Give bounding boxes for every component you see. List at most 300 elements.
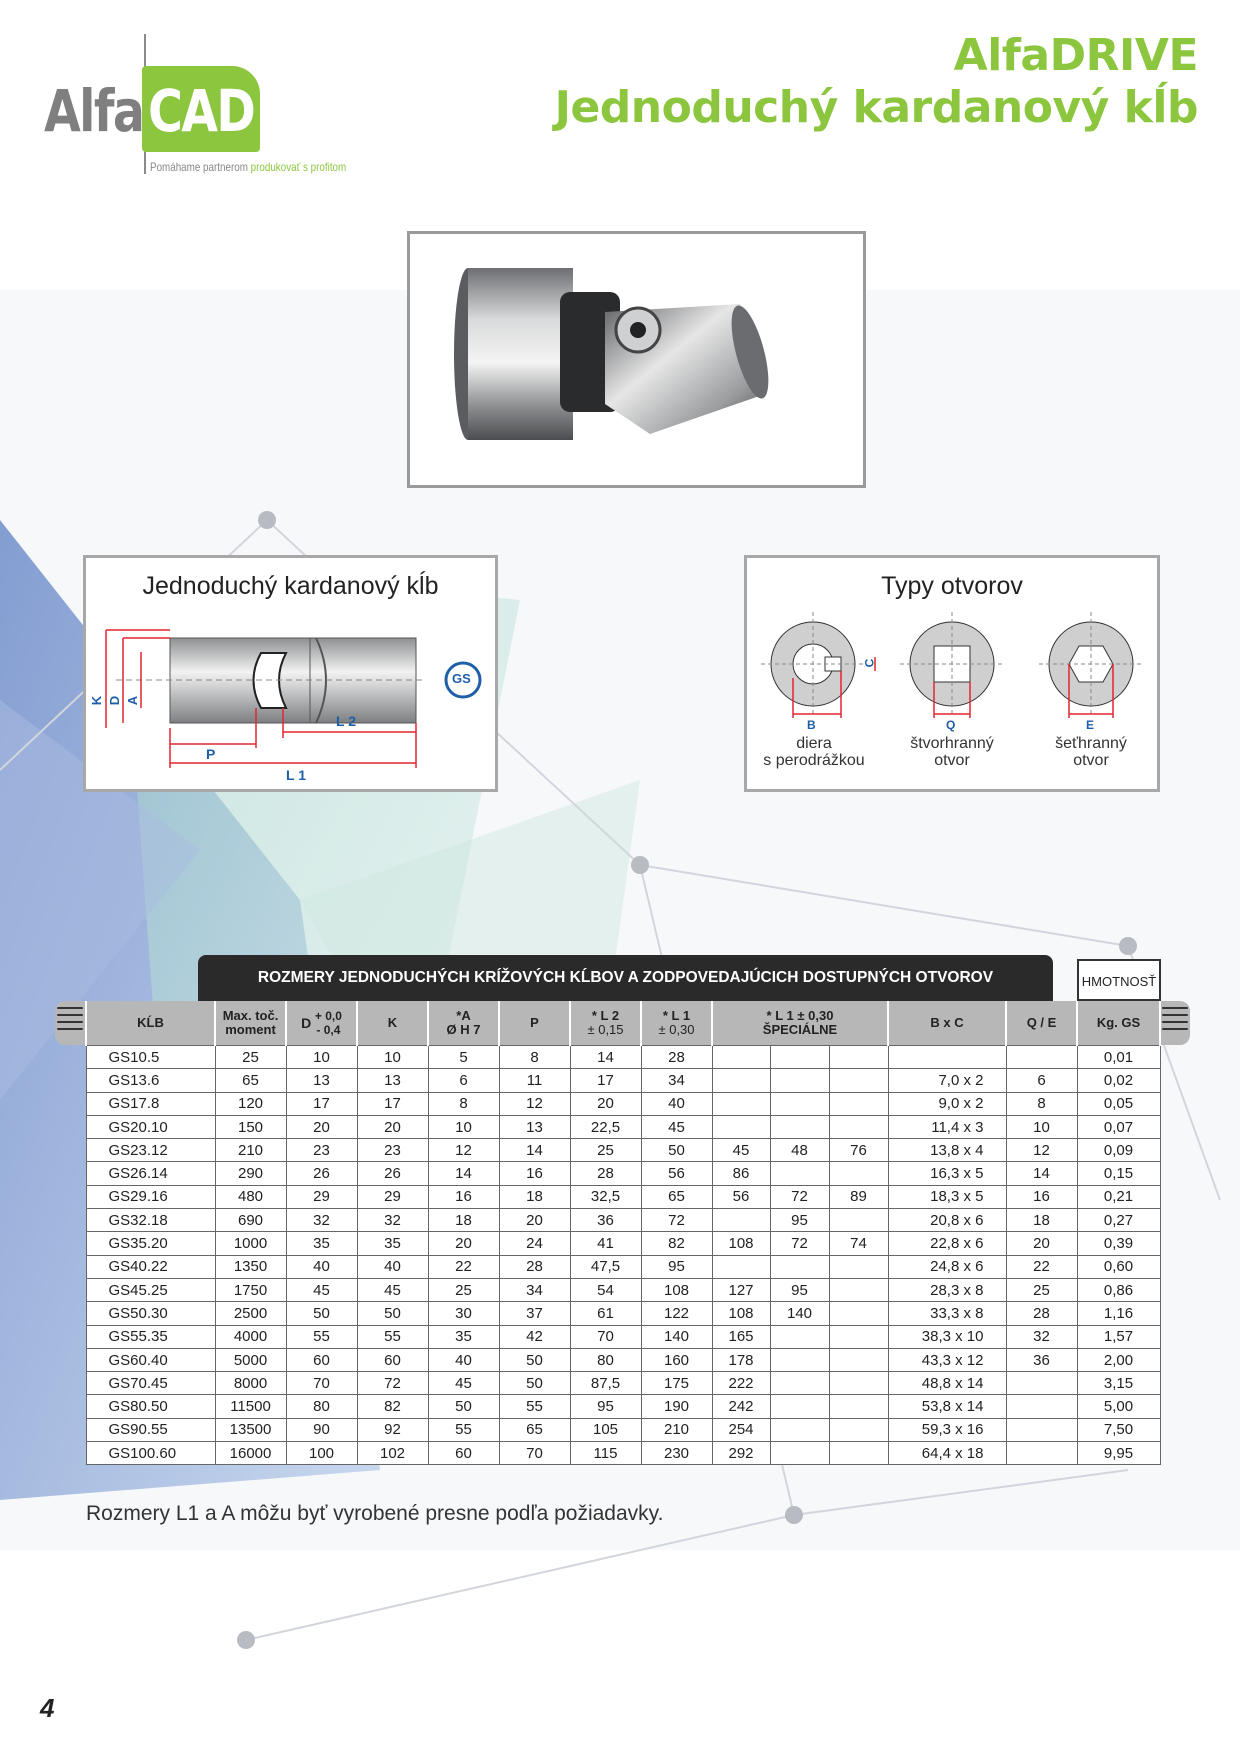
hole-label-square-1: štvorhranný bbox=[910, 735, 994, 752]
hole-letter-c: C bbox=[862, 658, 877, 668]
table-cell: 34 bbox=[499, 1278, 570, 1301]
table-cell bbox=[829, 1348, 888, 1371]
table-cell: GS100.60 bbox=[86, 1442, 215, 1465]
table-cell: GS10.5 bbox=[86, 1046, 215, 1069]
table-cell: 0,07 bbox=[1077, 1115, 1160, 1138]
table-cell bbox=[770, 1418, 829, 1441]
table-cell bbox=[829, 1092, 888, 1115]
col-l1s-1: * L 1 ± 0,30 bbox=[766, 1008, 834, 1023]
table-cell: 10 bbox=[428, 1115, 499, 1138]
spring-left-icon bbox=[57, 1007, 83, 1039]
table-cell: 43,3 x 12 bbox=[888, 1348, 1006, 1371]
table-row bbox=[86, 1139, 1160, 1162]
hole-letter-e: E bbox=[1086, 718, 1095, 732]
table-cell: 8 bbox=[428, 1092, 499, 1115]
table-cell: 12 bbox=[428, 1139, 499, 1162]
joint-diagram-title: Jednoduchý kardanový kĺb bbox=[142, 572, 439, 600]
table-row bbox=[86, 1348, 1160, 1371]
table-cell: 50 bbox=[357, 1302, 428, 1325]
table-cell: 23 bbox=[357, 1139, 428, 1162]
table-cell: 22 bbox=[428, 1255, 499, 1278]
table-cell: 40 bbox=[641, 1092, 712, 1115]
label-l2: L 2 bbox=[336, 713, 356, 729]
hole-label-hex bbox=[1039, 735, 1143, 769]
table-cell bbox=[829, 1418, 888, 1441]
table-cell: 59,3 x 16 bbox=[888, 1418, 1006, 1441]
col-a bbox=[428, 1001, 499, 1046]
table-row bbox=[86, 1255, 1160, 1278]
table-cell: 8000 bbox=[215, 1372, 286, 1395]
table-cell: 17 bbox=[570, 1069, 641, 1092]
table-cell: 108 bbox=[641, 1278, 712, 1301]
table-cell: 690 bbox=[215, 1209, 286, 1232]
table-cell: 7,0 x 2 bbox=[888, 1069, 1006, 1092]
table-cell: 29 bbox=[286, 1185, 357, 1208]
logo-tagline bbox=[150, 160, 346, 174]
table-cell: 42 bbox=[499, 1325, 570, 1348]
table-cell: 10 bbox=[286, 1046, 357, 1069]
table-cell: 32 bbox=[286, 1209, 357, 1232]
table-cell: 13,8 x 4 bbox=[888, 1139, 1006, 1162]
col-l1-2: ± 0,30 bbox=[658, 1022, 695, 1037]
table-cell: 150 bbox=[215, 1115, 286, 1138]
table-cell: 61 bbox=[570, 1302, 641, 1325]
label-k: K bbox=[89, 695, 105, 706]
table-cell: 55 bbox=[357, 1325, 428, 1348]
table-cell bbox=[770, 1395, 829, 1418]
table-cell: 12 bbox=[499, 1092, 570, 1115]
table-cell: 48,8 x 14 bbox=[888, 1372, 1006, 1395]
table-cell: 95 bbox=[641, 1255, 712, 1278]
table-cell: 12 bbox=[1006, 1139, 1077, 1162]
hole-label-keyway-2: s perodrážkou bbox=[763, 752, 865, 769]
page-heading bbox=[555, 30, 1198, 134]
label-a: A bbox=[125, 695, 141, 706]
table-cell: 80 bbox=[286, 1395, 357, 1418]
table-cell: GS32.18 bbox=[86, 1209, 215, 1232]
table-cell: 33,3 x 8 bbox=[888, 1302, 1006, 1325]
hole-label-hex-1: šeťhranný bbox=[1055, 735, 1127, 752]
table-cell: 0,21 bbox=[1077, 1185, 1160, 1208]
table-cell: 64,4 x 18 bbox=[888, 1442, 1006, 1465]
table-cell: 60 bbox=[357, 1348, 428, 1371]
table-cell: 25 bbox=[215, 1046, 286, 1069]
table-cell bbox=[770, 1115, 829, 1138]
table-cell: 1,16 bbox=[1077, 1302, 1160, 1325]
table-cell: 292 bbox=[712, 1442, 770, 1465]
table-row bbox=[86, 1115, 1160, 1138]
table-cell: 60 bbox=[286, 1348, 357, 1371]
table-cell: 72 bbox=[770, 1185, 829, 1208]
table-cell: 56 bbox=[641, 1162, 712, 1185]
table-cell: 50 bbox=[499, 1348, 570, 1371]
table-cell bbox=[770, 1069, 829, 1092]
table-row bbox=[86, 1046, 1160, 1069]
universal-joint-image bbox=[410, 234, 863, 485]
mass-header: HMOTNOSŤ bbox=[1077, 959, 1161, 1001]
table-cell: 0,05 bbox=[1077, 1092, 1160, 1115]
hole-label-square-2: otvor bbox=[934, 752, 970, 769]
table-cell: 35 bbox=[357, 1232, 428, 1255]
table-cell: GS50.30 bbox=[86, 1302, 215, 1325]
table-row bbox=[86, 1092, 1160, 1115]
table-cell bbox=[829, 1395, 888, 1418]
table-cell: 140 bbox=[641, 1325, 712, 1348]
table-cell: 7,50 bbox=[1077, 1418, 1160, 1441]
table-cell: 3,15 bbox=[1077, 1372, 1160, 1395]
table-cell: 14 bbox=[570, 1046, 641, 1069]
table-cell bbox=[712, 1069, 770, 1092]
table-cell: 11 bbox=[499, 1069, 570, 1092]
col-klb: KĹB bbox=[86, 1001, 215, 1046]
table-cell: 65 bbox=[215, 1069, 286, 1092]
table-cell: GS23.12 bbox=[86, 1139, 215, 1162]
table-cell: 45 bbox=[428, 1372, 499, 1395]
table-cell: 175 bbox=[641, 1372, 712, 1395]
table-cell: GS20.10 bbox=[86, 1115, 215, 1138]
table-cell: 20,8 x 6 bbox=[888, 1209, 1006, 1232]
heading-line-1: AlfaDRIVE bbox=[953, 30, 1198, 81]
table-cell: 140 bbox=[770, 1302, 829, 1325]
table-cell: 290 bbox=[215, 1162, 286, 1185]
table-cell: 86 bbox=[712, 1162, 770, 1185]
table-cell: 22,5 bbox=[570, 1115, 641, 1138]
table-cell: 24 bbox=[499, 1232, 570, 1255]
table-cell: 0,27 bbox=[1077, 1209, 1160, 1232]
table-cell: 28 bbox=[641, 1046, 712, 1069]
table-cell: 18,3 x 5 bbox=[888, 1185, 1006, 1208]
table-cell: 5 bbox=[428, 1046, 499, 1069]
table-cell: 72 bbox=[357, 1372, 428, 1395]
table-cell bbox=[1006, 1372, 1077, 1395]
table-cell: 60 bbox=[428, 1442, 499, 1465]
table-cell bbox=[770, 1092, 829, 1115]
table-cell: 45 bbox=[712, 1139, 770, 1162]
table-cell: 13 bbox=[499, 1115, 570, 1138]
table-cell: 0,09 bbox=[1077, 1139, 1160, 1162]
table-cell: GS13.6 bbox=[86, 1069, 215, 1092]
table-cell: 0,15 bbox=[1077, 1162, 1160, 1185]
table-cell: 13 bbox=[286, 1069, 357, 1092]
table-row bbox=[86, 1372, 1160, 1395]
table-cell: 55 bbox=[286, 1325, 357, 1348]
table-cell: 160 bbox=[641, 1348, 712, 1371]
table-cell: 30 bbox=[428, 1302, 499, 1325]
table-cell: 115 bbox=[570, 1442, 641, 1465]
table-cell: 165 bbox=[712, 1325, 770, 1348]
table-cell: 16000 bbox=[215, 1442, 286, 1465]
col-d-plus: + 0,0 bbox=[314, 1009, 342, 1023]
table-cell: 10 bbox=[357, 1046, 428, 1069]
table-cell: 18 bbox=[499, 1185, 570, 1208]
table-cell: 28 bbox=[1006, 1302, 1077, 1325]
table-title: ROZMERY JEDNODUCHÝCH KRÍŽOVÝCH KĹBOV A ZODPOVEDAJÚCICH DOSTUPNÝCH OTVOROV bbox=[198, 955, 1053, 1001]
table-cell bbox=[712, 1115, 770, 1138]
table-cell: 2500 bbox=[215, 1302, 286, 1325]
table-cell bbox=[829, 1162, 888, 1185]
table-cell: 45 bbox=[286, 1278, 357, 1301]
table-cell: 34 bbox=[641, 1069, 712, 1092]
table-cell: 50 bbox=[641, 1139, 712, 1162]
table-cell: 40 bbox=[357, 1255, 428, 1278]
table-cell bbox=[829, 1278, 888, 1301]
table-cell: 32 bbox=[357, 1209, 428, 1232]
table-cell: 24,8 x 6 bbox=[888, 1255, 1006, 1278]
page-number: 4 bbox=[40, 1693, 55, 1723]
table-cell: 45 bbox=[641, 1115, 712, 1138]
table-cell: 23 bbox=[286, 1139, 357, 1162]
table-cell bbox=[829, 1046, 888, 1069]
table-cell: 50 bbox=[499, 1372, 570, 1395]
table-cell: 89 bbox=[829, 1185, 888, 1208]
table-cell: 55 bbox=[428, 1418, 499, 1441]
table-cell: 120 bbox=[215, 1092, 286, 1115]
table-cell: 254 bbox=[712, 1418, 770, 1441]
table-cell: GS90.55 bbox=[86, 1418, 215, 1441]
col-l1 bbox=[641, 1001, 712, 1046]
table-cell bbox=[712, 1209, 770, 1232]
table-cell: GS35.20 bbox=[86, 1232, 215, 1255]
table-cell: 210 bbox=[215, 1139, 286, 1162]
table-cell: 25 bbox=[570, 1139, 641, 1162]
table-cell: 45 bbox=[357, 1278, 428, 1301]
bore-types-diagram bbox=[744, 555, 1160, 792]
hole-label-square bbox=[897, 735, 1007, 769]
table-cell: 74 bbox=[829, 1232, 888, 1255]
table-cell: 41 bbox=[570, 1232, 641, 1255]
table-cell: 14 bbox=[1006, 1162, 1077, 1185]
table-row bbox=[86, 1325, 1160, 1348]
table-cell: 95 bbox=[770, 1209, 829, 1232]
table-cell: 26 bbox=[357, 1162, 428, 1185]
table-cell: 37 bbox=[499, 1302, 570, 1325]
logo-cad-text: CAD bbox=[148, 77, 255, 145]
hole-label-keyway-1: diera bbox=[796, 735, 832, 752]
table-cell: 100 bbox=[286, 1442, 357, 1465]
table-cell: 20 bbox=[1006, 1232, 1077, 1255]
table-cell bbox=[1006, 1442, 1077, 1465]
table-cell bbox=[1006, 1395, 1077, 1418]
table-cell: 72 bbox=[770, 1232, 829, 1255]
table-cell: 0,02 bbox=[1077, 1069, 1160, 1092]
col-l2 bbox=[570, 1001, 641, 1046]
table-cell: 480 bbox=[215, 1185, 286, 1208]
table-cell: 48 bbox=[770, 1139, 829, 1162]
col-l1s-2: ŠPECIÁLNE bbox=[762, 1022, 838, 1037]
joint-dimension-diagram bbox=[83, 555, 498, 792]
footnote: Rozmery L1 a A môžu byť vyrobené presne podľa požiadavky. bbox=[86, 1502, 664, 1525]
table-cell: 47,5 bbox=[570, 1255, 641, 1278]
col-d-minus: - 0,4 bbox=[316, 1023, 341, 1037]
table-cell: GS45.25 bbox=[86, 1278, 215, 1301]
table-cell: 53,8 x 14 bbox=[888, 1395, 1006, 1418]
table-cell: 2,00 bbox=[1077, 1348, 1160, 1371]
table-cell: 72 bbox=[641, 1209, 712, 1232]
table-cell: 28 bbox=[499, 1255, 570, 1278]
table-cell bbox=[770, 1372, 829, 1395]
table-cell: 70 bbox=[286, 1372, 357, 1395]
table-cell: 11500 bbox=[215, 1395, 286, 1418]
table-cell: 122 bbox=[641, 1302, 712, 1325]
table-cell: 16,3 x 5 bbox=[888, 1162, 1006, 1185]
label-p: P bbox=[206, 746, 216, 762]
col-a-2: Ø H 7 bbox=[446, 1022, 481, 1037]
table-cell: 190 bbox=[641, 1395, 712, 1418]
table-row bbox=[86, 1162, 1160, 1185]
table-cell: 54 bbox=[570, 1278, 641, 1301]
table-row bbox=[86, 1278, 1160, 1301]
table-cell: 17 bbox=[286, 1092, 357, 1115]
table-cell: 95 bbox=[570, 1395, 641, 1418]
table-cell bbox=[770, 1325, 829, 1348]
tagline-part-2: produkovať s profitom bbox=[250, 160, 347, 174]
table-cell: 40 bbox=[286, 1255, 357, 1278]
table-cell bbox=[770, 1255, 829, 1278]
table-cell bbox=[829, 1115, 888, 1138]
label-d: D bbox=[107, 695, 123, 706]
bore-types-title: Typy otvorov bbox=[881, 572, 1023, 600]
table-cell bbox=[770, 1162, 829, 1185]
heading-line-2: Jednoduchý kardanový kĺb bbox=[554, 82, 1198, 133]
table-cell bbox=[829, 1302, 888, 1325]
table-cell bbox=[888, 1046, 1006, 1069]
table-cell bbox=[829, 1372, 888, 1395]
table-cell: 50 bbox=[286, 1302, 357, 1325]
table-cell: 87,5 bbox=[570, 1372, 641, 1395]
table-cell: 80 bbox=[570, 1348, 641, 1371]
table-cell: GS26.14 bbox=[86, 1162, 215, 1185]
table-cell: 5000 bbox=[215, 1348, 286, 1371]
table-cell: 32,5 bbox=[570, 1185, 641, 1208]
table-cell bbox=[1006, 1046, 1077, 1069]
table-header-row bbox=[86, 1001, 1160, 1046]
col-d-main: D bbox=[301, 1015, 312, 1031]
table-cell: 210 bbox=[641, 1418, 712, 1441]
table-cell: 5,00 bbox=[1077, 1395, 1160, 1418]
table-row bbox=[86, 1302, 1160, 1325]
table-cell: 76 bbox=[829, 1139, 888, 1162]
col-k: K bbox=[357, 1001, 428, 1046]
table-cell: 50 bbox=[428, 1395, 499, 1418]
table-cell: 28 bbox=[570, 1162, 641, 1185]
table-cell: 90 bbox=[286, 1418, 357, 1441]
table-cell: 36 bbox=[570, 1209, 641, 1232]
hole-label-keyway bbox=[757, 735, 871, 769]
table-cell bbox=[829, 1255, 888, 1278]
logo-alfa-text: Alfa bbox=[44, 77, 144, 145]
col-a-1: *A bbox=[456, 1008, 471, 1023]
table-cell: 25 bbox=[1006, 1278, 1077, 1301]
table-cell bbox=[829, 1325, 888, 1348]
table-cell: 0,60 bbox=[1077, 1255, 1160, 1278]
table-cell: 0,86 bbox=[1077, 1278, 1160, 1301]
table-cell bbox=[1006, 1418, 1077, 1441]
hole-letter-b: B bbox=[807, 718, 816, 732]
table-body bbox=[86, 1046, 1160, 1465]
table-row bbox=[86, 1209, 1160, 1232]
table-cell: 22,8 x 6 bbox=[888, 1232, 1006, 1255]
table-cell: 38,3 x 10 bbox=[888, 1325, 1006, 1348]
table-cell: 16 bbox=[428, 1185, 499, 1208]
table-cell: GS60.40 bbox=[86, 1348, 215, 1371]
table-cell: 108 bbox=[712, 1232, 770, 1255]
table-cell: 8 bbox=[499, 1046, 570, 1069]
table-cell: 40 bbox=[428, 1348, 499, 1371]
table-cell: 102 bbox=[357, 1442, 428, 1465]
col-p: P bbox=[499, 1001, 570, 1046]
table-cell: 36 bbox=[1006, 1348, 1077, 1371]
table-cell: 4000 bbox=[215, 1325, 286, 1348]
table-cell bbox=[712, 1046, 770, 1069]
table-cell: 82 bbox=[641, 1232, 712, 1255]
table-cell: 70 bbox=[499, 1442, 570, 1465]
table-cell: 178 bbox=[712, 1348, 770, 1371]
table-cell: 108 bbox=[712, 1302, 770, 1325]
hole-label-hex-2: otvor bbox=[1073, 752, 1109, 769]
table-cell: 1,57 bbox=[1077, 1325, 1160, 1348]
table-cell: 8 bbox=[1006, 1092, 1077, 1115]
table-cell: 11,4 x 3 bbox=[888, 1115, 1006, 1138]
table-cell: 70 bbox=[570, 1325, 641, 1348]
table-cell: 22 bbox=[1006, 1255, 1077, 1278]
table-cell: 1750 bbox=[215, 1278, 286, 1301]
table-cell: 20 bbox=[499, 1209, 570, 1232]
table-cell: 32 bbox=[1006, 1325, 1077, 1348]
table-cell: 242 bbox=[712, 1395, 770, 1418]
table-cell bbox=[829, 1442, 888, 1465]
table-cell: 1350 bbox=[215, 1255, 286, 1278]
table-cell: 0,01 bbox=[1077, 1046, 1160, 1069]
table-cell bbox=[829, 1209, 888, 1232]
col-kg: Kg. GS bbox=[1077, 1001, 1160, 1046]
table-row bbox=[86, 1069, 1160, 1092]
label-gs: GS bbox=[452, 671, 471, 686]
product-photo bbox=[407, 231, 866, 488]
table-row bbox=[86, 1185, 1160, 1208]
joint-drawing bbox=[86, 558, 495, 789]
col-moment-2: moment bbox=[225, 1022, 276, 1037]
table-cell: GS29.16 bbox=[86, 1185, 215, 1208]
table-cell: 6 bbox=[428, 1069, 499, 1092]
table-cell bbox=[712, 1255, 770, 1278]
table-cell: 26 bbox=[286, 1162, 357, 1185]
table-cell: GS17.8 bbox=[86, 1092, 215, 1115]
table-cell: 13500 bbox=[215, 1418, 286, 1441]
table-cell: 16 bbox=[1006, 1185, 1077, 1208]
table-cell: 9,0 x 2 bbox=[888, 1092, 1006, 1115]
table-cell: 6 bbox=[1006, 1069, 1077, 1092]
table-cell: 95 bbox=[770, 1278, 829, 1301]
table-row bbox=[86, 1442, 1160, 1465]
table-cell: 17 bbox=[357, 1092, 428, 1115]
spring-right-icon bbox=[1162, 1007, 1188, 1039]
table-cell: 20 bbox=[428, 1232, 499, 1255]
col-moment bbox=[215, 1001, 286, 1046]
table-cell: 92 bbox=[357, 1418, 428, 1441]
table-cell: 18 bbox=[428, 1209, 499, 1232]
table-row bbox=[86, 1395, 1160, 1418]
table-cell: 55 bbox=[499, 1395, 570, 1418]
table-cell: 230 bbox=[641, 1442, 712, 1465]
label-l1: L 1 bbox=[286, 767, 306, 783]
table-cell: 20 bbox=[286, 1115, 357, 1138]
table-cell: 25 bbox=[428, 1278, 499, 1301]
col-l1-1: * L 1 bbox=[662, 1008, 691, 1023]
table-cell: 222 bbox=[712, 1372, 770, 1395]
dimension-data-table bbox=[85, 1001, 1161, 1465]
table-cell bbox=[712, 1092, 770, 1115]
col-qe: Q / E bbox=[1006, 1001, 1077, 1046]
